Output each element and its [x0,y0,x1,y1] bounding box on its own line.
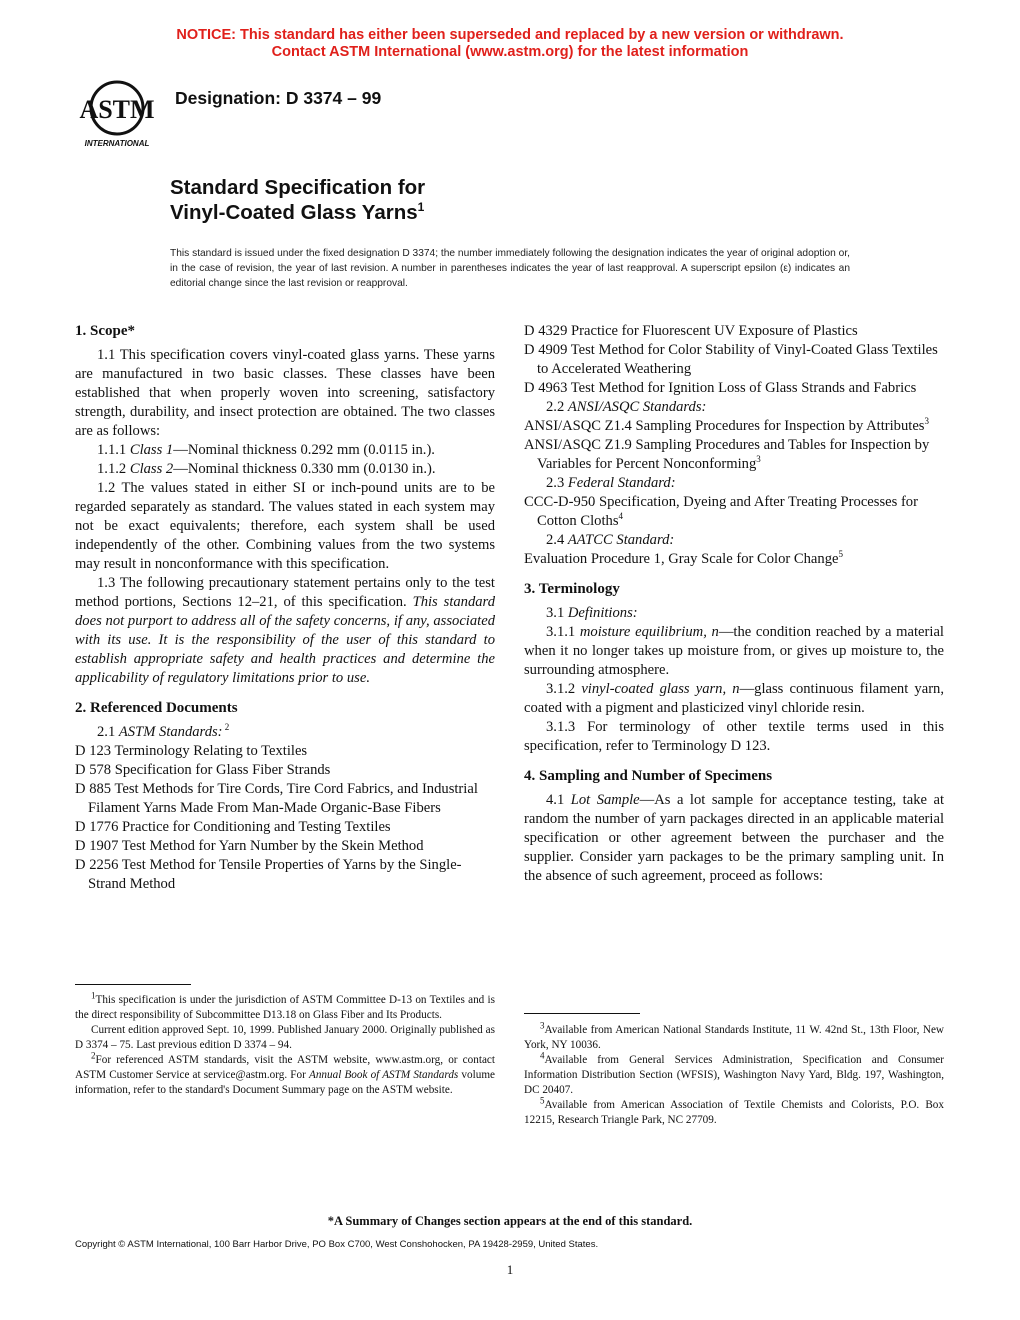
section-3-1-1: 3.1.1 moisture equilibrium, n—the condition reached by a material when it no longer takes up moisture from, or gives up moisture to, the surrounding atmosphere. [524,624,944,678]
reference-item: D 885 Test Methods for Tire Cords, Tire Cord Fabrics, and Industrial Filament Yarns Made From Man-Made Organic-Base Fibers [75,781,478,816]
reference-item: CCC-D-950 Specification, Dyeing and After Treating Processes for Cotton Cloths$^4$ [524,494,918,529]
class-2: 1.1.2 Class 2—Nominal thickness 0.330 mm (0.0130 in.). [97,461,436,477]
designation: Designation: D 3374 – 99 [175,88,382,108]
title-line-2: Vinyl-Coated Glass Yarns [170,201,418,224]
section-2-1: 2.1 ASTM Standards: $^2$ [97,722,230,740]
left-column [75,322,495,894]
section-2-3: 2.3 Federal Standard: [546,475,676,491]
reference-item: ANSI/ASQC Z1.9 Sampling Procedures and Tables for Inspection by Variables for Percent Nonconforming$^3$ [524,437,930,472]
section-2-2: 2.2 ANSI/ASQC Standards: [546,399,707,415]
section-1-2: 1.2 The values stated in either SI or inch-pound units are to be regarded separately as standard. The values stated in each system may not be exact equivalents; therefore, each system shall be used independently of the other. Combining values from the two systems may result in nonconformance with this specification. [75,480,495,572]
title-line-1: Standard Specification for [170,176,426,199]
footnote-1: $^1$This specification is under the jurisdiction of ASTM Committee D-13 on Textiles and is the direct responsibility of Subcommittee D13.18 on Glass Fiber and Its Products. [75,990,495,1021]
reference-item: D 123 Terminology Relating to Textiles [75,743,308,759]
section-1-heading: 1. Scope* [75,323,135,339]
astm-logo [72,78,162,150]
section-3-1-3: 3.1.3 For terminology of other textile terms used in this specification, refer to Terminology D 123. [524,719,944,754]
page-title [170,175,425,225]
section-4-heading: 4. Sampling and Number of Specimens [524,768,773,784]
withdrawal-notice [0,27,1020,61]
right-column [524,322,944,886]
footnote-2: $^2$For referenced ASTM standards, visit the ASTM website, www.astm.org, or contact ASTM Customer Service at service@astm.org. For Annual Book of ASTM Standards volume information, refer to the standard's Document Summary page on the ASTM website. [75,1050,495,1096]
footnote-rule-right [524,1013,640,1014]
reference-item: ANSI/ASQC Z1.4 Sampling Procedures for Inspection by Attributes$^3$ [524,416,929,434]
reference-item: D 4909 Test Method for Color Stability of Vinyl-Coated Glass Textiles to Accelerated Weathering [524,342,938,377]
issuance-statement: This standard is issued under the fixed designation D 3374; the number immediately following the designation indicates the year of original adoption or, in the case of revision, the year of last revision. A number in parentheses indicates the year of last reapproval. A superscript epsilon (ε) indicates an editorial change since the last revision or reapproval. [170,248,850,289]
footnote-3: $^3$Available from American National Standards Institute, 11 W. 42nd St., 13th Floor, New York, NY 10036. [524,1020,944,1051]
notice-line-2: Contact ASTM International (www.astm.org) for the latest information [271,44,749,60]
footnote-4: $^4$Available from General Services Administration, Specification and Consumer Information Distribution Section (WFSIS), Washington Navy Yard, Bldg. 197, Washington, DC 20407. [524,1050,944,1096]
title-footnote-ref: 1 [417,200,425,215]
reference-item: D 1776 Practice for Conditioning and Testing Textiles [75,819,391,835]
section-3-heading: 3. Terminology [524,581,620,597]
reference-item: D 1907 Test Method for Yarn Number by the Skein Method [75,838,424,854]
section-2-4: 2.4 AATCC Standard: [546,532,675,548]
footnotes-right [524,1020,944,1128]
footnote-rule-left [75,984,191,985]
logo-text: ASTM [79,95,155,124]
section-3-1: 3.1 Definitions: [546,605,638,621]
reference-item: Evaluation Procedure 1, Gray Scale for Color Change$^5$ [524,549,843,567]
class-1: 1.1.1 Class 1—Nominal thickness 0.292 mm (0.0115 in.). [97,442,435,458]
reference-item: D 4329 Practice for Fluorescent UV Exposure of Plastics [524,323,858,339]
logo-subtext: INTERNATIONAL [84,139,150,148]
footnote-5: $^5$Available from American Association of Textile Chemists and Colorists, P.O. Box 12215, Research Triangle Park, NC 27709. [524,1095,944,1126]
section-1-3: 1.3 The following precautionary statement pertains only to the test method portions, Sections 12–21, of this specification. This standard does not purport to address all of the safety concerns, if any, associated with its use. It is the responsibility of the user of this standard to establish appropriate safety and health practices and determine the applicability of regulatory limitations prior to use. [75,575,495,686]
section-4-1: 4.1 Lot Sample—As a lot sample for acceptance testing, take at random the number of yarn packages directed in an applicable material specification or other agreement between the purchaser and the supplier. Consider yarn packages to be the primary sampling unit. In the absence of such agreement, proceed as follows: [524,792,944,884]
reference-item: D 4963 Test Method for Ignition Loss of Glass Strands and Fabrics [524,380,917,396]
footnote-1-edition: Current edition approved Sept. 10, 1999. Published January 2000. Originally published as D 3374 – 75. Last previous edition D 3374 – 94. [75,1024,495,1051]
notice-line-1: NOTICE: This standard has either been superseded and replaced by a new version or withdrawn. [176,27,844,43]
page-number: 1 [506,1262,514,1277]
section-3-1-2: 3.1.2 vinyl-coated glass yarn, n—glass continuous filament yarn, coated with a pigment and plasticized vinyl chloride resin. [524,681,944,716]
copyright-line: Copyright © ASTM International, 100 Barr Harbor Drive, PO Box C700, West Conshohocken, PA 19428-2959, United States. [75,1239,599,1250]
footnotes-left [75,990,495,1098]
summary-of-changes-note: *A Summary of Changes section appears at the end of this standard. [327,1214,693,1228]
reference-item: D 2256 Test Method for Tensile Properties of Yarns by the Single-Strand Method [75,857,462,892]
reference-item: D 578 Specification for Glass Fiber Strands [75,762,331,778]
section-2-heading: 2. Referenced Documents [75,700,238,716]
section-1-1: 1.1 This specification covers vinyl-coated glass yarns. These yarns are manufactured in two basic classes. These classes have been established that when properly woven into screening, satisfactory strength, durability, and insect protection are obtained. The two classes are as follows: [75,347,495,439]
